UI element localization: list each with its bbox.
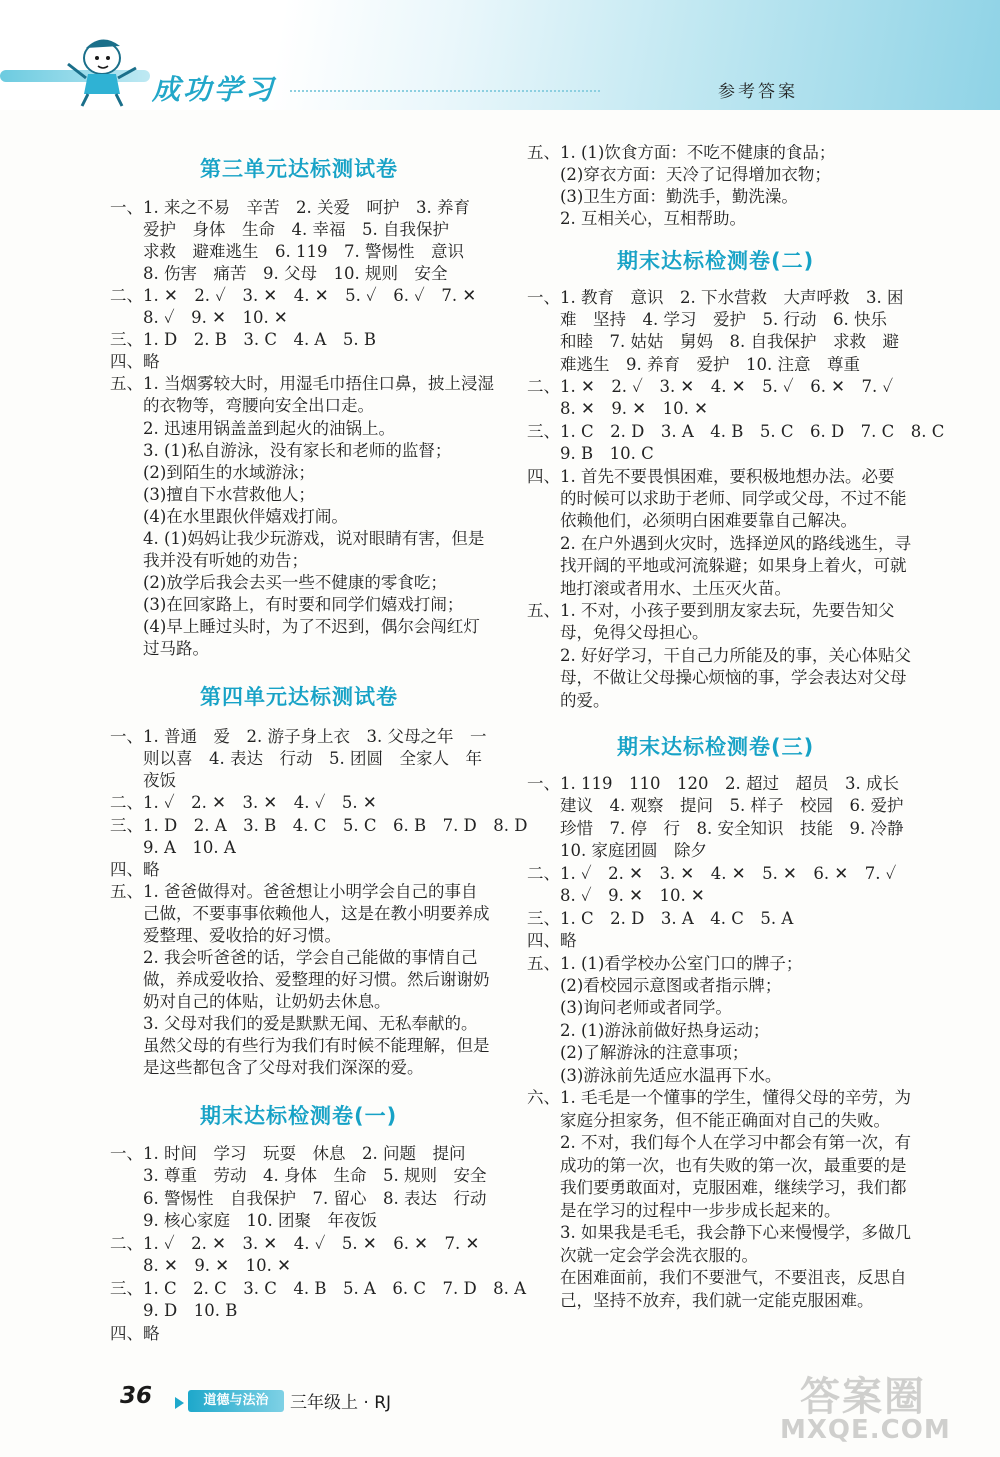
- answer-line: 4. (1)妈妈让我少玩游戏，说对眼睛有害，但是: [110, 529, 485, 548]
- section-title: 第四单元达标测试卷: [200, 685, 398, 709]
- section-title: 第三单元达标测试卷: [200, 157, 398, 181]
- answer-line: 爱护 身体 生命 4. 幸福 5. 自我保护: [110, 220, 449, 239]
- answer-line: 二、1. ✕ 2. ✓ 3. ✕ 4. ✕ 5. ✓ 6. ✕ 7. ✓: [527, 377, 894, 396]
- answer-line: 虽然父母的有些行为我们有时候不能理解，但是: [110, 1036, 490, 1055]
- answer-line: 8. ✕ 9. ✕ 10. ✕: [110, 1256, 291, 1275]
- answer-line: 二、1. ✓ 2. ✕ 3. ✕ 4. ✕ 5. ✕ 6. ✕ 7. ✓: [527, 864, 897, 883]
- answer-line: 3. 父母对我们的爱是默默无闻、无私奉献的。: [110, 1014, 478, 1033]
- answer-line: (2)到陌生的水域游泳；: [110, 463, 315, 482]
- answer-line: 二、1. ✕ 2. ✓ 3. ✕ 4. ✕ 5. ✓ 6. ✓ 7. ✕: [110, 286, 477, 305]
- answer-line: 五、1. 当烟雾较大时，用湿毛巾捂住口鼻，披上浸湿: [110, 374, 494, 393]
- answer-line: 四、略: [110, 1324, 160, 1343]
- answer-line: 8. ✓ 9. ✕ 10. ✕: [110, 308, 288, 327]
- answer-line: 我并没有听她的劝告；: [110, 551, 308, 570]
- answer-line: 9. B 10. C: [527, 444, 654, 463]
- answer-line: 2. 迅速用锅盖盖到起火的油锅上。: [110, 419, 395, 438]
- answer-line: 己，坚持不放弃，我们就一定能克服困难。: [527, 1291, 874, 1310]
- answer-line: 2. 在户外遇到火灾时，选择逆风的路线逃生，寻: [527, 534, 911, 553]
- answer-line: 2. (1)游泳前做好热身运动；: [527, 1021, 770, 1040]
- answer-line: 6. 警惕性 自我保护 7. 留心 8. 表达 行动: [110, 1189, 487, 1208]
- answer-line: 一、1. 时间 学习 玩耍 休息 2. 问题 提问: [110, 1144, 466, 1163]
- answer-line: 是这些都包含了父母对我们深深的爱。: [110, 1058, 424, 1077]
- answer-line: 一、1. 来之不易 辛苦 2. 关爱 呵护 3. 养育: [110, 198, 470, 217]
- answer-line: 五、1. (1)饮食方面：不吃不健康的食品；: [527, 143, 836, 162]
- header-divider: [290, 90, 600, 92]
- answer-line: (3)在回家路上，有时要和同学们嬉戏打闹；: [110, 595, 464, 614]
- answer-line: 求救 避难逃生 6. 119 7. 警惕性 意识: [110, 242, 464, 261]
- answer-line: 四、略: [527, 931, 577, 950]
- answer-line: 成功的第一次，也有失败的第一次，最重要的是: [527, 1156, 907, 1175]
- answer-line: 和睦 7. 姑姑 舅妈 8. 自我保护 求救 避: [527, 332, 899, 351]
- answer-line: 三、1. C 2. C 3. C 4. B 5. A 6. C 7. D 8. A: [110, 1279, 527, 1298]
- subject-badge: 道德与法治: [188, 1390, 284, 1412]
- section-title: 期末达标检测卷(一): [200, 1104, 398, 1128]
- answer-line: 母，不做让父母操心烦恼的事，学会表达对父母: [527, 668, 907, 687]
- answer-line: 9. D 10. B: [110, 1301, 238, 1320]
- answer-line: 次就一定会学会洗衣服的。: [527, 1246, 758, 1265]
- answer-line: 五、1. 不对，小孩子要到朋友家去玩，先要告知父: [527, 601, 895, 620]
- answer-line: 三、1. C 2. D 3. A 4. B 5. C 6. D 7. C 8. C: [527, 422, 945, 441]
- answer-line: 8. ✕ 9. ✕ 10. ✕: [527, 399, 708, 418]
- answer-line: 二、1. ✓ 2. ✕ 3. ✕ 4. ✓ 5. ✕: [110, 793, 377, 812]
- answer-line: 2. 互相关心，互相帮助。: [527, 209, 746, 228]
- answer-line: 五、1. 爸爸做得对。爸爸想让小明学会自己的事自: [110, 882, 478, 901]
- answer-line: 过马路。: [110, 639, 209, 658]
- answer-line: 的时候可以求助于老师、同学或父母，不过不能: [527, 489, 907, 508]
- answer-line: 三、1. D 2. A 3. B 4. C 5. C 6. B 7. D 8. D: [110, 816, 528, 835]
- answer-line: (3)询问老师或者同学。: [527, 998, 732, 1017]
- header-band: [0, 0, 1000, 110]
- brand-title: 成功学习: [152, 73, 277, 106]
- answer-line: 的爱。: [527, 691, 610, 710]
- answer-line: 3. 如果我是毛毛，我会静下心来慢慢学，多做几: [527, 1223, 911, 1242]
- answer-line: 建议 4. 观察 提问 5. 样子 校园 6. 爱护: [527, 796, 904, 815]
- section-title: 期末达标检测卷(三): [617, 735, 815, 759]
- grade-label: 三年级上 · RJ: [290, 1393, 392, 1413]
- answer-line: 一、1. 119 110 120 2. 超过 超员 3. 成长: [527, 774, 899, 793]
- header-right-label: 参考答案: [718, 82, 798, 102]
- answer-line: (3)卫生方面：勤洗手，勤洗澡。: [527, 187, 798, 206]
- answer-line: 8. ✓ 9. ✕ 10. ✕: [527, 886, 705, 905]
- arrow-icon: [175, 1397, 184, 1409]
- answer-line: 四、略: [110, 352, 160, 371]
- answer-line: 母，免得父母担心。: [527, 623, 709, 642]
- answer-line: 10. 家庭团圆 除夕: [527, 841, 707, 860]
- answer-line: 四、1. 首先不要畏惧困难，要积极地想办法。必要: [527, 467, 895, 486]
- answer-line: 难逃生 9. 养育 爱护 10. 注意 尊重: [527, 355, 860, 374]
- answer-line: 3. (1)私自游泳，没有家长和老师的监督；: [110, 441, 452, 460]
- answer-line: 9. 核心家庭 10. 团聚 年夜饭: [110, 1211, 377, 1230]
- answer-line: 一、1. 普通 爱 2. 游子身上衣 3. 父母之年 一: [110, 727, 487, 746]
- answer-line: 三、1. C 2. D 3. A 4. C 5. A: [527, 909, 794, 928]
- answer-line: (2)看校园示意图或者指示牌；: [527, 976, 782, 995]
- answer-line: 五、1. (1)看学校办公室门口的牌子；: [527, 954, 803, 973]
- answer-line: 三、1. D 2. B 3. C 4. A 5. B: [110, 330, 376, 349]
- answer-line: 则以喜 4. 表达 行动 5. 团圆 全家人 年: [110, 749, 482, 768]
- answer-line: (2)穿衣方面：天冷了记得增加衣物；: [527, 165, 831, 184]
- answer-line: (3)擅自下水营救他人；: [110, 485, 315, 504]
- watermark: [760, 1365, 990, 1450]
- answer-line: 做，养成爱收拾、爱整理的好习惯。然后谢谢奶: [110, 970, 490, 989]
- answer-line: 难 坚持 4. 学习 爱护 5. 行动 6. 快乐: [527, 310, 887, 329]
- answer-line: (2)了解游泳的注意事项；: [527, 1043, 749, 1062]
- answer-line: 在困难面前，我们不要泄气，不要沮丧，反思自: [527, 1268, 907, 1287]
- answer-line: 地打滚或者用水、土压灭火苗。: [527, 579, 791, 598]
- answer-line: 家庭分担家务，但不能正确面对自己的失败。: [527, 1111, 890, 1130]
- answer-line: (2)放学后我会去买一些不健康的零食吃；: [110, 573, 447, 592]
- watermark-top: 答案圈: [800, 1374, 926, 1420]
- answer-line: 是在学习的过程中一步步成长起来的。: [527, 1201, 841, 1220]
- answer-line: 己做，不要事事依赖他人，这是在教小明要养成: [110, 904, 490, 923]
- mascot-icon: [58, 28, 144, 108]
- answer-line: 2. 不对，我们每个人在学习中都会有第一次，有: [527, 1133, 911, 1152]
- answer-line: 我们要勇敢面对，克服困难，继续学习，我们都: [527, 1178, 907, 1197]
- answer-line: 2. 好好学习，干自己力所能及的事，关心体贴父: [527, 646, 911, 665]
- answer-line: 四、略: [110, 860, 160, 879]
- answer-line: 依赖他们，必须明白困难要靠自己解决。: [527, 511, 857, 530]
- watermark-bottom: MXQE.COM: [780, 1415, 951, 1445]
- answer-line: 9. A 10. A: [110, 838, 236, 857]
- page-number: 36: [120, 1383, 153, 1409]
- answer-line: 爱整理、爱收拾的好习惯。: [110, 926, 341, 945]
- answer-line: 2. 我会听爸爸的话，学会自己能做的事情自己: [110, 948, 478, 967]
- answer-line: 奶对自己的体贴，让奶奶去休息。: [110, 992, 391, 1011]
- section-title: 期末达标检测卷(二): [617, 249, 815, 273]
- answer-line: 夜饭: [110, 771, 176, 790]
- answer-line: 找开阔的平地或河流躲避；如果身上着火，可就: [527, 556, 907, 575]
- answer-line: (3)游泳前先适应水温再下水。: [527, 1066, 782, 1085]
- answer-line: 六、1. 毛毛是一个懂事的学生，懂得父母的辛劳，为: [527, 1088, 911, 1107]
- answer-line: 珍惜 7. 停 行 8. 安全知识 技能 9. 冷静: [527, 819, 904, 838]
- answer-line: 二、1. ✓ 2. ✕ 3. ✕ 4. ✓ 5. ✕ 6. ✕ 7. ✕: [110, 1234, 480, 1253]
- answer-line: 3. 尊重 劳动 4. 身体 生命 5. 规则 安全: [110, 1166, 487, 1185]
- answer-line: 的衣物等，弯腰向安全出口走。: [110, 396, 374, 415]
- answer-line: 8. 伤害 痛苦 9. 父母 10. 规则 安全: [110, 264, 448, 283]
- answer-line: 一、1. 教育 意识 2. 下水营救 大声呼救 3. 困: [527, 288, 904, 307]
- answer-line: (4)早上睡过头时，为了不迟到，偶尔会闯红灯: [110, 617, 480, 636]
- answer-line: (4)在水里跟伙伴嬉戏打闹。: [110, 507, 348, 526]
